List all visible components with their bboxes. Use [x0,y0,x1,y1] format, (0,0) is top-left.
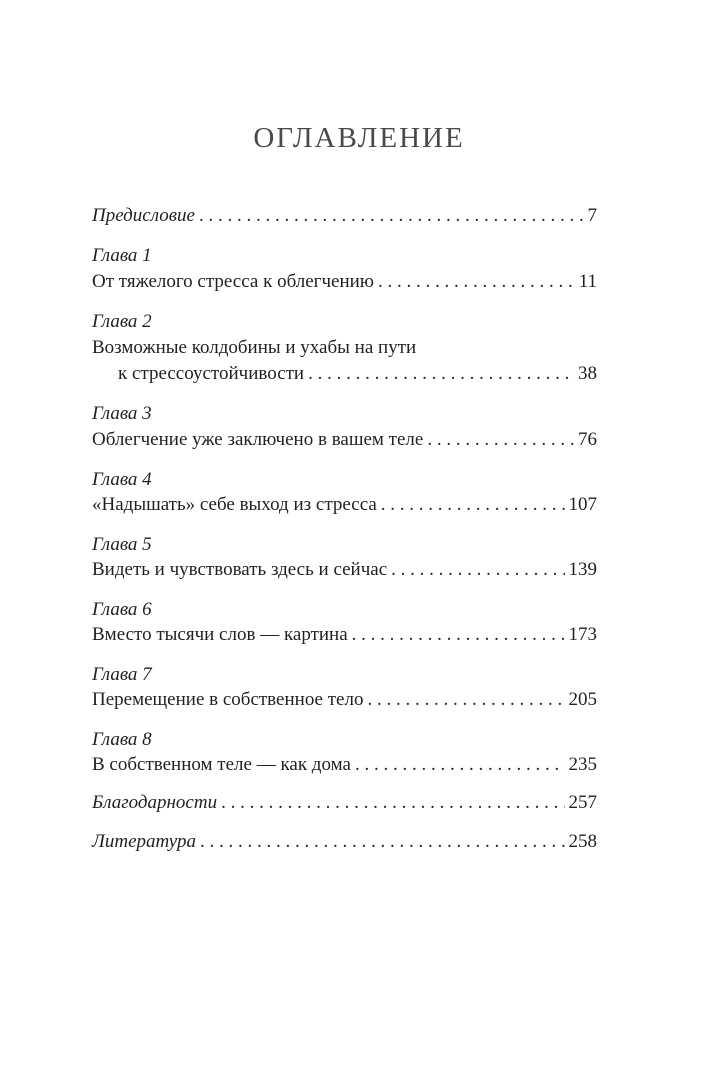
toc-entry-ch7[interactable] [92,687,597,713]
toc-page-number: 235 [568,754,597,775]
dot-leader [381,492,565,518]
dot-leader [199,203,584,229]
toc-page-number: 11 [578,271,597,292]
toc-page-number: 139 [568,559,597,580]
toc-entry-title: От тяжелого стресса к облегчению [92,271,374,292]
toc-entry-ch6[interactable] [92,622,597,648]
dot-leader [427,427,574,453]
toc-page-number: 258 [568,831,597,852]
toc-entry-preface[interactable] [92,203,597,229]
chapter-label-1: Глава 1 [92,245,152,266]
toc-entry-title: Облегчение уже заключено в вашем теле [92,429,424,450]
toc-entry-ch2[interactable] [92,361,597,387]
toc-entry-title: Благодарности [92,792,218,813]
toc-page-number: 38 [578,363,597,384]
toc-entry-ch4[interactable] [92,492,597,518]
dot-leader [378,269,575,295]
chapter-label-8: Глава 8 [92,729,152,750]
toc-entry-ch1[interactable] [92,269,597,295]
toc-page-number: 76 [578,429,597,450]
toc-page-number: 205 [568,689,597,710]
toc-entry-title: «Надышать» себе выход из стресса [92,494,377,515]
toc-entry-thanks[interactable] [92,790,597,816]
chapter-label-7: Глава 7 [92,664,152,685]
dot-leader [391,557,564,583]
dot-leader [367,687,564,713]
dot-leader [308,361,574,387]
toc-entry-title: Вместо тысячи слов — картина [92,624,348,645]
page-title: ОГЛАВЛЕНИЕ [253,122,465,154]
dot-leader [200,829,565,855]
toc-entry-ch3[interactable] [92,427,597,453]
toc-entry-ch8[interactable] [92,752,597,778]
chapter-label-2: Глава 2 [92,311,152,332]
toc-page-number: 7 [587,205,597,226]
dot-leader [352,622,565,648]
toc-page-number: 257 [568,792,597,813]
toc-page-number: 107 [568,494,597,515]
toc-page-number: 173 [568,624,597,645]
toc-entry-title: В собственном теле — как дома [92,754,351,775]
dot-leader [221,790,564,816]
dot-leader [355,752,565,778]
toc-entry-title: Перемещение в собственное тело [92,689,364,710]
chapter-label-4: Глава 4 [92,469,152,490]
chapter-label-6: Глава 6 [92,599,152,620]
toc-entry-title: к стрессоустойчивости [118,363,305,384]
chapter-label-3: Глава 3 [92,403,152,424]
chapter-label-5: Глава 5 [92,534,152,555]
toc-entry-title: Видеть и чувствовать здесь и сейчас [92,559,388,580]
toc-entry-literature[interactable] [92,829,597,855]
toc-entry-title: Литература [92,831,196,852]
toc-entry-title: Предисловие [92,205,195,226]
toc-entry-ch2-line1[interactable]: Возможные колдобины и ухабы на пути [92,337,417,358]
toc-entry-ch5[interactable] [92,557,597,583]
